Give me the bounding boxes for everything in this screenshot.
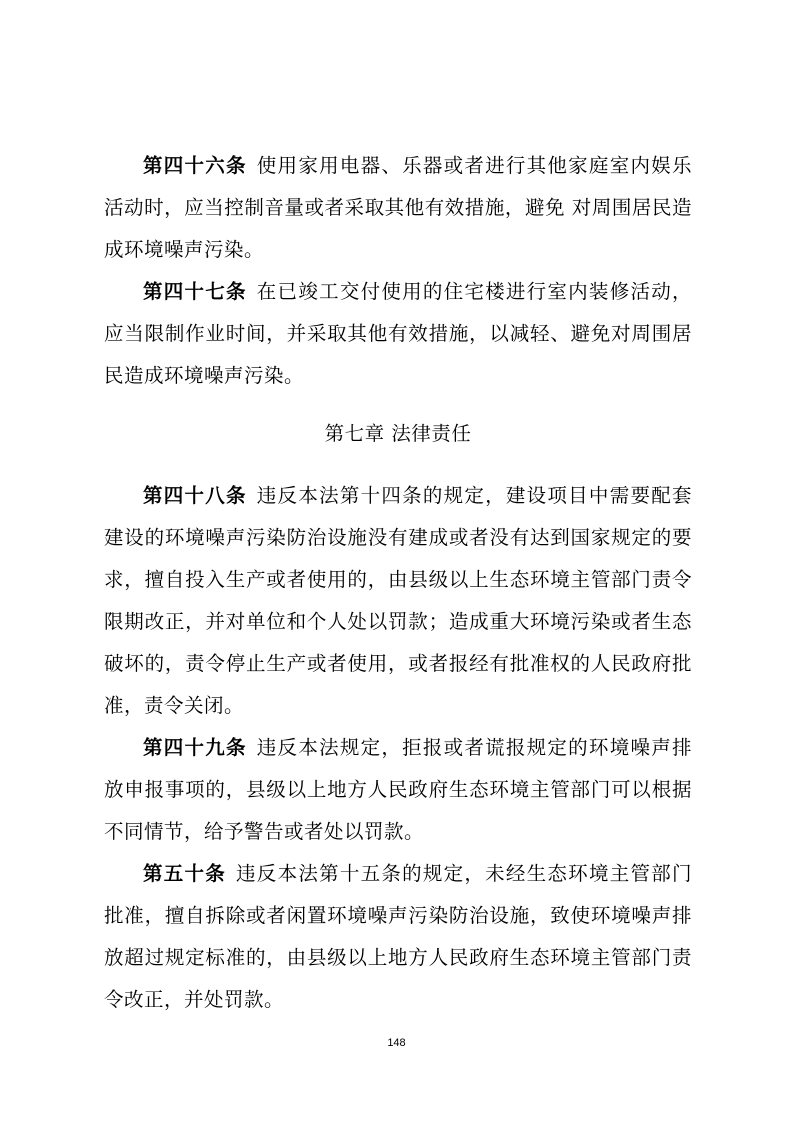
- article-text: 违反本法规定，拒报或者谎报规定的环境噪声排放申报事项的，县级以上地方人民政府生态环境主管部门可以根据不同情节，给予警告或者处以罚款。: [104, 736, 692, 843]
- article-number: 第五十条: [143, 862, 227, 885]
- article-number: 第四十七条: [143, 280, 247, 303]
- article-text: 使用家用电器、乐器或者进行其他家庭室内娱乐活动时，应当控制音量或者采取其他有效措施，避免 对周围居民造成环境噪声污染。: [104, 154, 692, 261]
- article-number: 第四十九条: [143, 736, 247, 759]
- page-number: 148: [387, 1037, 406, 1049]
- article-text: 违反本法第十四条的规定，建设项目中需要配套建设的环境噪声污染防治设施没有建成或者没有达到国家规定的要求，擅自投入生产或者使用的，由县级以上生态环境主管部门责令限期改正，并对单位和个人处以罚款；造成重大环境污染或者生态破坏的，责令停止生产或者使用，或者报经有批准权的人民政府批准，责令关闭。: [104, 484, 692, 717]
- article-47: [104, 271, 692, 397]
- article-number: 第四十八条: [143, 484, 247, 507]
- chapter-heading: 第七章 法律责任: [324, 422, 472, 445]
- article-number: 第四十六条: [143, 154, 247, 177]
- article-50: [104, 853, 692, 1021]
- article-46: [104, 145, 692, 271]
- article-text: 在已竣工交付使用的住宅楼进行室内装修活动，应当限制作业时间，并采取其他有效措施，以减轻、避免对周围居民造成环境噪声污染。: [104, 280, 692, 387]
- article-48: [104, 475, 692, 727]
- article-text: 违反本法第十五条的规定，未经生态环境主管部门批准，擅自拆除或者闲置环境噪声污染防治设施，致使环境噪声排放超过规定标准的，由县级以上地方人民政府生态环境主管部门责令改正，并处罚款。: [104, 862, 692, 1011]
- document-body: [104, 145, 692, 1021]
- article-49: [104, 727, 692, 853]
